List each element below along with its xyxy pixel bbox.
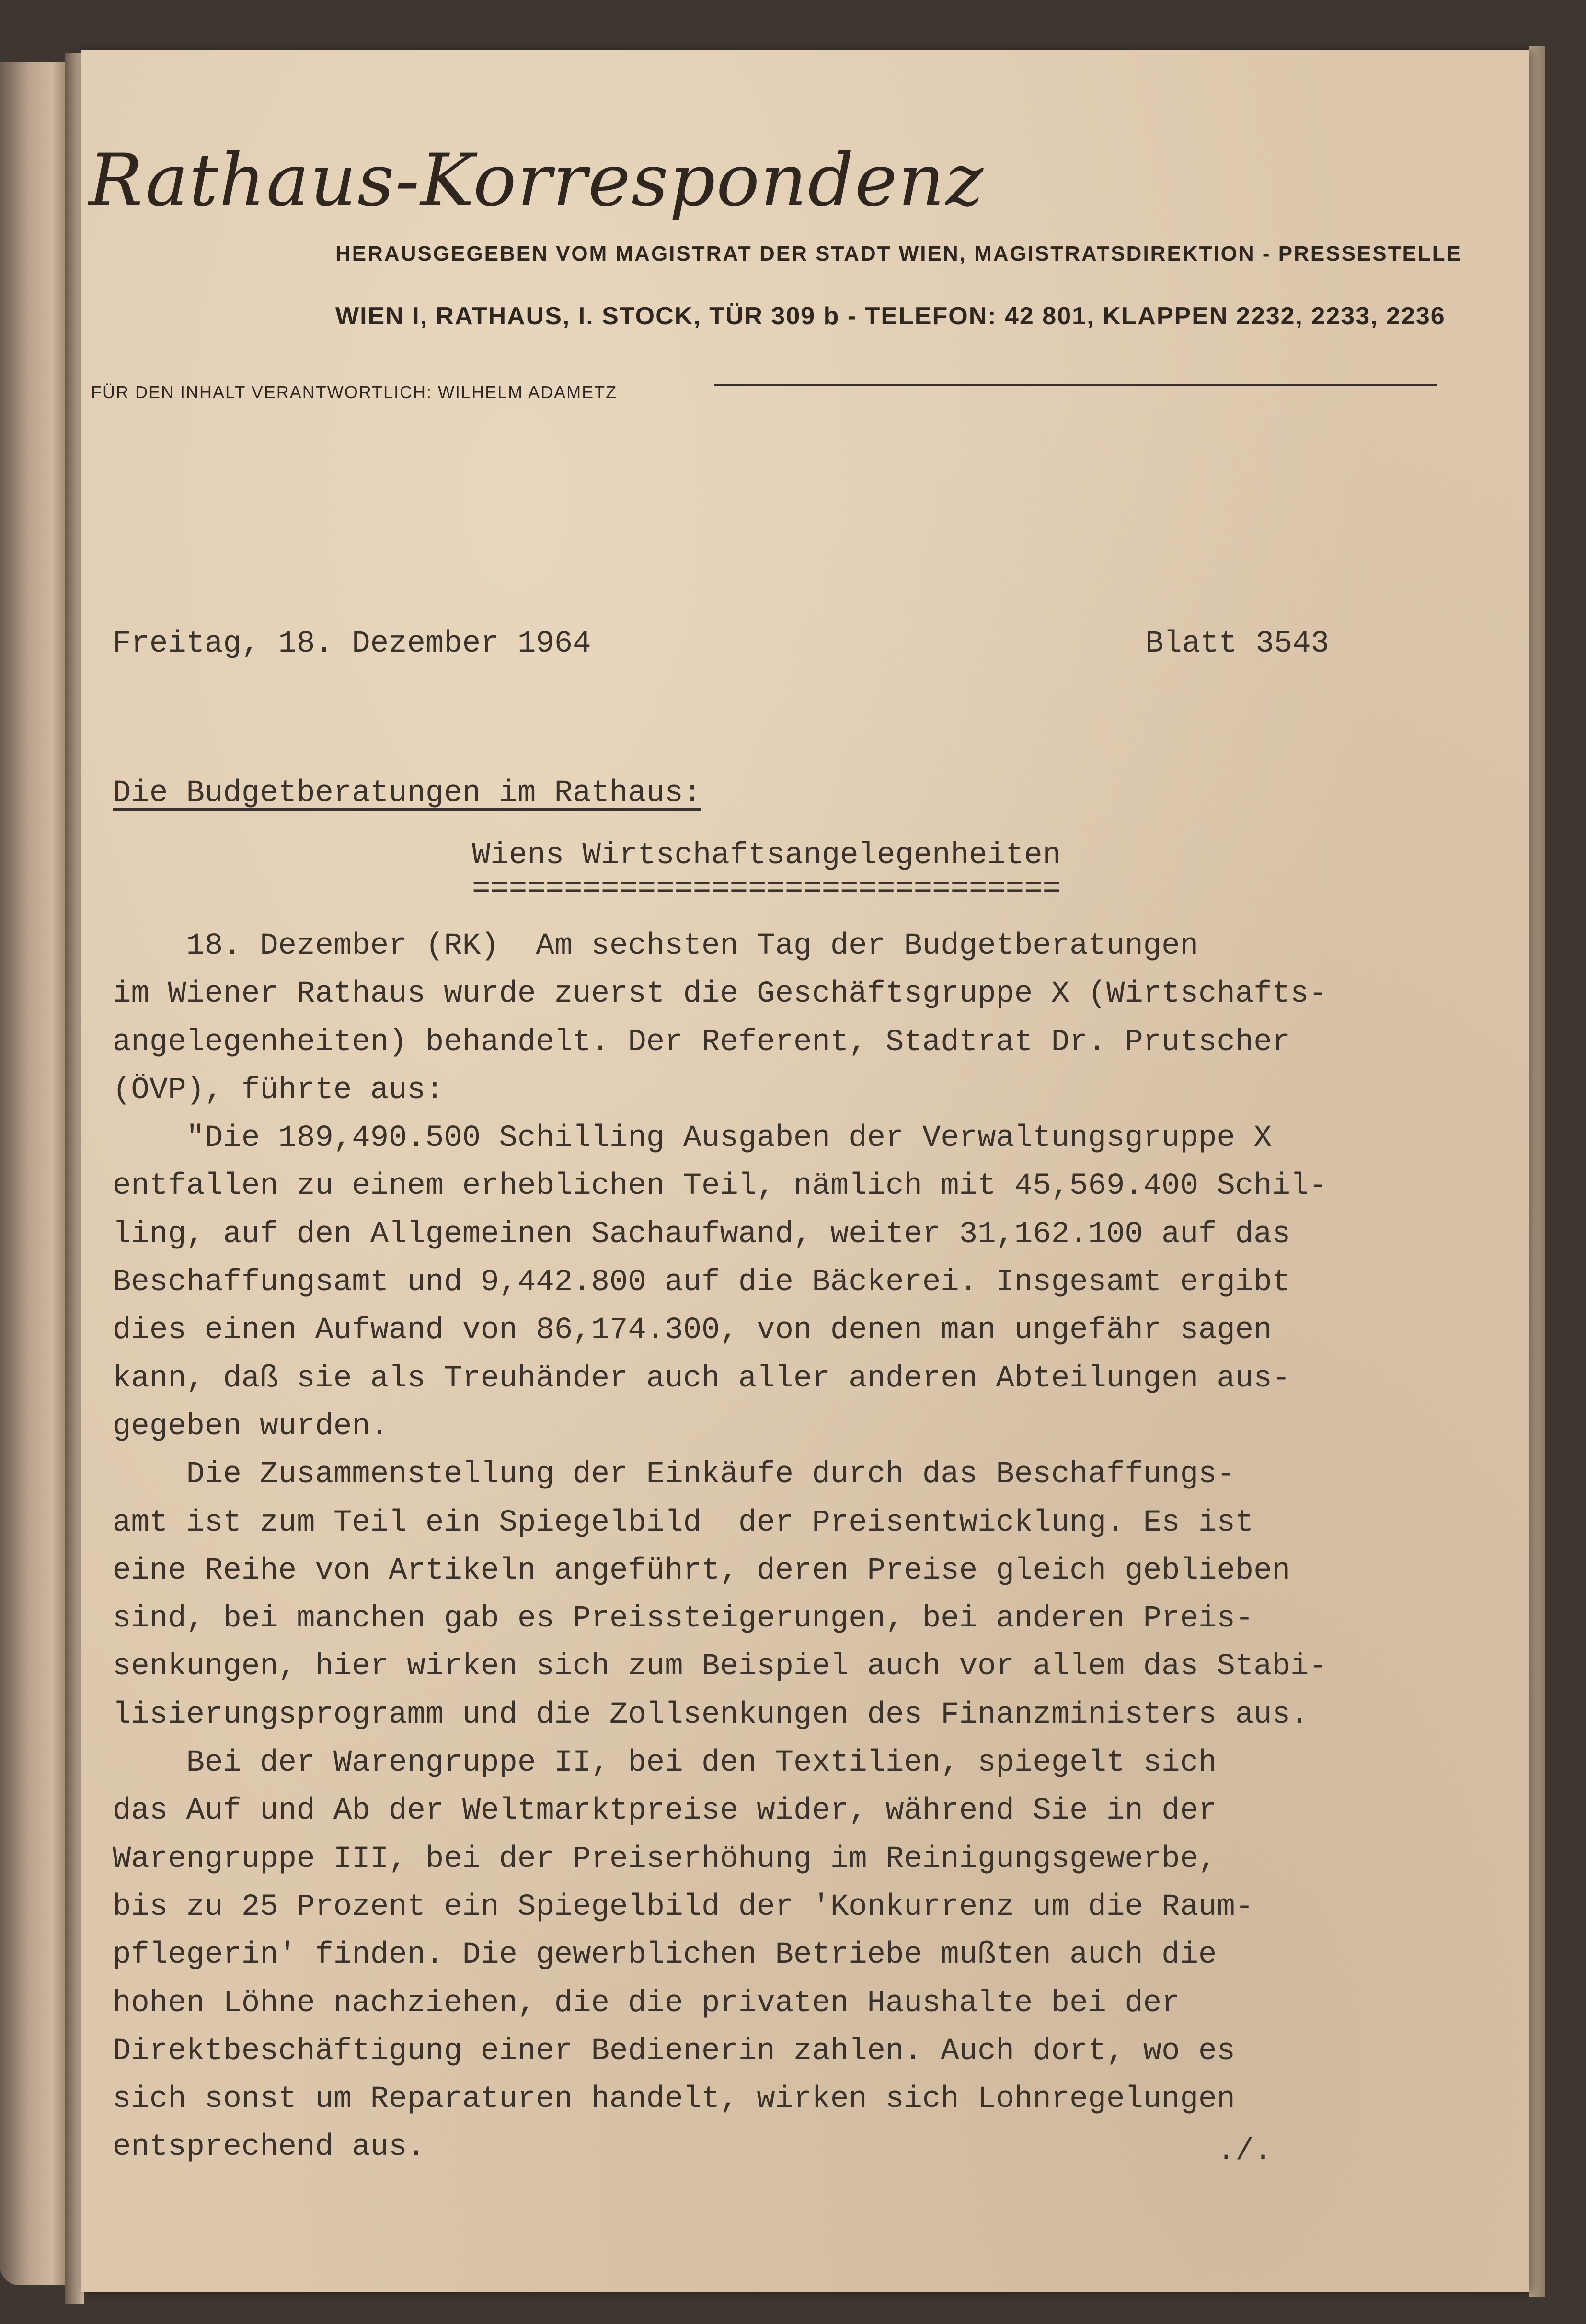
- body-line: dies einen Aufwand von 86,174.300, von denen man ungefähr sagen: [113, 1313, 1272, 1348]
- body-line: angelegenheiten) behandelt. Der Referent, Stadtrat Dr. Prutscher: [113, 1025, 1290, 1060]
- body-line: 18. Dezember (RK) Am sechsten Tag der Budgetberatungen: [113, 929, 1198, 963]
- body-line: Warengruppe III, bei der Preiserhöhung im Reinigungsgewerbe,: [113, 1842, 1217, 1877]
- body-line: lisierungsprogramm und die Zollsenkungen des Finanzministers aus.: [113, 1697, 1309, 1732]
- article-body: [113, 922, 1327, 2172]
- body-line: sich sonst um Reparaturen handelt, wirken sich Lohnregelungen: [113, 2082, 1235, 2117]
- letterhead-rule: [714, 384, 1437, 386]
- body-line: gegeben wurden.: [113, 1409, 389, 1444]
- sheet-number: Blatt 3543: [1145, 627, 1330, 661]
- body-line: bis zu 25 Prozent ein Spiegelbild der 'Konkurrenz um die Raum-: [113, 1889, 1254, 1924]
- left-page-edge: [0, 62, 65, 2285]
- continuation-mark: ./.: [1217, 2134, 1273, 2169]
- body-line: entfallen zu einem erheblichen Teil, nämlich mit 45,569.400 Schil-: [113, 1169, 1327, 1204]
- body-line: "Die 189,490.500 Schilling Ausgaben der Verwaltungsgruppe X: [113, 1121, 1272, 1156]
- body-line: Beschaffungsamt und 9,442.800 auf die Bäckerei. Insgesamt ergibt: [113, 1265, 1290, 1300]
- body-line: pflegerin' finden. Die gewerblichen Betriebe mußten auch die: [113, 1938, 1217, 1973]
- letterhead-publisher: HERAUSGEGEBEN VOM MAGISTRAT DER STADT WIEN, MAGISTRATSDIREKTION - PRESSESTELLE: [335, 242, 1462, 265]
- body-line: senkungen, hier wirken sich zum Beispiel auch vor allem das Stabi-: [113, 1649, 1327, 1684]
- article-title: Wiens Wirtschaftsangelegenheiten: [472, 838, 1061, 873]
- letterhead-address: WIEN I, RATHAUS, I. STOCK, TÜR 309 b - TELEFON: 42 801, KLAPPEN 2232, 2233, 2236: [335, 302, 1446, 330]
- body-line: das Auf und Ab der Weltmarktpreise wider, während Sie in der: [113, 1794, 1217, 1829]
- body-line: (ÖVP), führte aus:: [113, 1073, 444, 1108]
- page-stack-edge: [1529, 46, 1545, 2297]
- body-line: Die Zusammenstellung der Einkäufe durch das Beschaffungs-: [113, 1457, 1235, 1492]
- body-line: hohen Löhne nachziehen, die die privaten Haushalte bei der: [113, 1986, 1180, 2021]
- letterhead-logo: Rathaus-Korrespondenz: [89, 139, 985, 222]
- book-spine: [65, 53, 84, 2304]
- body-line: eine Reihe von Artikeln angeführt, deren Preise gleich geblieben: [113, 1553, 1290, 1588]
- body-line: sind, bei manchen gab es Preissteigerungen, bei anderen Preis-: [113, 1602, 1254, 1637]
- title-double-rule: ================================: [472, 872, 1061, 906]
- body-line: entsprechend aus.: [113, 2130, 425, 2165]
- document-date: Freitag, 18. Dezember 1964: [113, 627, 591, 661]
- body-line: amt ist zum Teil ein Spiegelbild der Preisentwicklung. Es ist: [113, 1505, 1254, 1540]
- body-line: ling, auf den Allgemeinen Sachaufwand, weiter 31,162.100 auf das: [113, 1217, 1290, 1252]
- body-line: Bei der Warengruppe II, bei den Textilien, spiegelt sich: [113, 1746, 1217, 1781]
- letterhead-responsible: FÜR DEN INHALT VERANTWORTLICH: WILHELM ADAMETZ: [91, 382, 618, 402]
- body-line: im Wiener Rathaus wurde zuerst die Geschäftsgruppe X (Wirtschafts-: [113, 977, 1327, 1012]
- body-line: Direktbeschäftigung einer Bedienerin zahlen. Auch dort, wo es: [113, 2034, 1235, 2069]
- section-title: Die Budgetberatungen im Rathaus:: [113, 776, 701, 811]
- body-line: kann, daß sie als Treuhänder auch aller anderen Abteilungen aus-: [113, 1361, 1290, 1396]
